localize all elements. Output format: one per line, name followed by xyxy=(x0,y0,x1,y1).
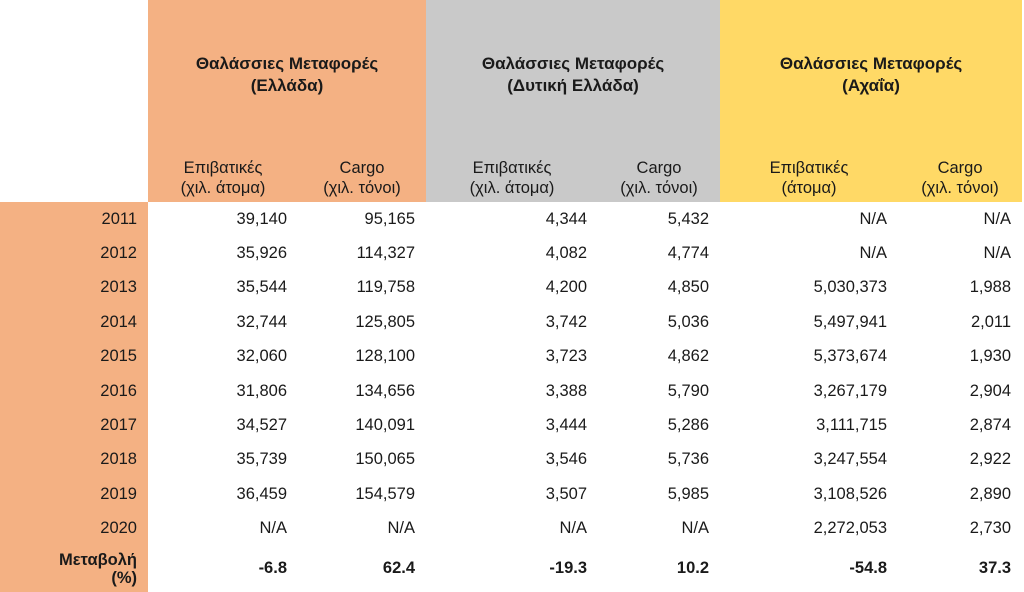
achaia-cargo-cell: 1,930 xyxy=(969,347,1012,366)
achaia-passengers-cell: 5,373,674 xyxy=(813,347,888,366)
west-passengers-cell: 3,723 xyxy=(545,347,588,366)
table-row xyxy=(0,271,1022,305)
year-cell: 2017 xyxy=(0,408,148,442)
group-header-row xyxy=(0,0,1022,150)
west-passengers-cell: 3,507 xyxy=(545,484,588,503)
year-cell: 2016 xyxy=(0,374,148,408)
year-cell: 2020 xyxy=(0,512,148,546)
table-row xyxy=(0,374,1022,408)
achaia-cargo-cell: N/A xyxy=(983,209,1012,228)
achaia-passengers-cell: 3,247,554 xyxy=(813,450,888,469)
greece-cargo-cell: 154,579 xyxy=(355,484,416,503)
greece-passengers-cell: 31,806 xyxy=(236,381,287,400)
west-passengers-line2: (χιλ. άτομα) xyxy=(469,179,555,197)
greece-cargo-header xyxy=(298,150,426,202)
table-row xyxy=(0,305,1022,339)
achaia-cargo-cell: 1,988 xyxy=(969,278,1012,297)
greece-cargo-change-cell: 62.4 xyxy=(382,559,416,578)
greece-title-line2: (Ελλάδα) xyxy=(250,76,324,95)
west-cargo-cell: 5,736 xyxy=(667,450,710,469)
greece-passengers-line2: (χιλ. άτομα) xyxy=(180,179,266,197)
west-greece-group-header xyxy=(426,0,720,150)
greece-cargo-cell: 95,165 xyxy=(364,209,416,228)
west-cargo-header xyxy=(598,150,720,202)
change-label xyxy=(0,546,148,592)
greece-cargo-cell: 114,327 xyxy=(356,244,416,263)
change-row xyxy=(0,546,1022,592)
table-row xyxy=(0,512,1022,546)
achaia-passengers-cell: 3,108,526 xyxy=(813,484,888,503)
greece-cargo-cell: 134,656 xyxy=(355,381,416,400)
table-row xyxy=(0,443,1022,477)
achaia-cargo-cell: 2,922 xyxy=(969,450,1012,469)
greece-title-line1: Θαλάσσιες Μεταφορές xyxy=(195,54,379,73)
west-passengers-cell: 3,444 xyxy=(545,416,588,435)
achaia-cargo-cell: 2,904 xyxy=(969,381,1012,400)
achaia-passengers-header xyxy=(720,150,898,202)
achaia-cargo-line2: (χιλ. τόνοι) xyxy=(921,179,999,197)
achaia-title-line1: Θαλάσσιες Μεταφορές xyxy=(779,54,963,73)
achaia-cargo-cell: 2,011 xyxy=(970,312,1012,331)
west-cargo-line1: Cargo xyxy=(636,159,682,177)
west-passengers-cell: 3,742 xyxy=(545,312,588,331)
west-cargo-cell: 5,790 xyxy=(667,381,710,400)
west-cargo-cell: 4,862 xyxy=(667,347,710,366)
greece-passengers-cell: 36,459 xyxy=(236,484,287,503)
west-passengers-cell: 3,388 xyxy=(545,381,588,400)
greece-passengers-cell: 35,926 xyxy=(236,244,287,263)
greece-passengers-cell: N/A xyxy=(259,519,287,538)
west-passengers-cell: 4,344 xyxy=(545,209,588,228)
greece-cargo-line1: Cargo xyxy=(339,159,385,177)
greece-passengers-cell: 32,744 xyxy=(236,312,287,331)
greece-passengers-change-cell: -6.8 xyxy=(258,559,287,578)
west-passengers-cell: 4,082 xyxy=(545,244,588,263)
greece-cargo-cell: 128,100 xyxy=(355,347,416,366)
table-row xyxy=(0,236,1022,270)
greece-passengers-cell: 34,527 xyxy=(236,416,287,435)
west-cargo-line2: (χιλ. τόνοι) xyxy=(620,179,698,197)
west-cargo-cell: 5,286 xyxy=(667,416,710,435)
west-greece-title-line1: Θαλάσσιες Μεταφορές xyxy=(481,54,665,73)
corner-cell-2 xyxy=(0,150,148,202)
achaia-group-header xyxy=(720,0,1022,150)
west-cargo-change-cell: 10.2 xyxy=(676,559,710,578)
table-row xyxy=(0,340,1022,374)
greece-passengers-line1: Επιβατικές xyxy=(183,159,263,177)
greece-cargo-cell: 119,758 xyxy=(356,278,416,297)
west-cargo-cell: 5,432 xyxy=(667,209,710,228)
west-passengers-cell: N/A xyxy=(559,519,588,538)
year-cell: 2015 xyxy=(0,340,148,374)
west-passengers-cell: 4,200 xyxy=(545,278,588,297)
year-cell: 2013 xyxy=(0,271,148,305)
achaia-passengers-cell: 5,497,941 xyxy=(813,312,888,331)
achaia-passengers-cell: 5,030,373 xyxy=(813,278,888,297)
west-passengers-change-cell: -19.3 xyxy=(549,559,588,578)
achaia-passengers-cell: 3,267,179 xyxy=(813,381,888,400)
change-label-line1: Μεταβολή xyxy=(58,550,137,569)
table-row xyxy=(0,477,1022,511)
west-cargo-cell: 5,036 xyxy=(667,312,710,331)
greece-cargo-cell: 140,091 xyxy=(355,416,416,435)
west-greece-title-line2: (Δυτική Ελλάδα) xyxy=(507,76,639,95)
table-row xyxy=(0,202,1022,236)
greece-passengers-cell: 35,739 xyxy=(236,450,287,469)
achaia-passengers-change-cell: -54.8 xyxy=(849,559,888,578)
west-cargo-cell: 4,774 xyxy=(667,244,710,263)
greece-cargo-cell: 125,805 xyxy=(355,312,416,331)
west-passengers-cell: 3,546 xyxy=(545,450,588,469)
west-passengers-line1: Επιβατικές xyxy=(472,159,552,177)
achaia-passengers-cell: 3,111,715 xyxy=(816,416,888,435)
achaia-passengers-line1: Επιβατικές xyxy=(769,159,849,177)
achaia-passengers-cell: N/A xyxy=(859,209,888,228)
achaia-cargo-cell: 2,874 xyxy=(969,416,1012,435)
west-passengers-header xyxy=(426,150,598,202)
greece-cargo-cell: N/A xyxy=(387,519,416,538)
greece-passengers-cell: 35,544 xyxy=(236,278,287,297)
table-row xyxy=(0,408,1022,442)
change-label-line2: (%) xyxy=(111,568,137,587)
year-cell: 2018 xyxy=(0,443,148,477)
greece-group-header xyxy=(148,0,426,150)
year-cell: 2011 xyxy=(0,202,148,236)
year-cell: 2019 xyxy=(0,477,148,511)
achaia-title-line2: (Αχαΐα) xyxy=(842,76,900,95)
year-cell: 2014 xyxy=(0,305,148,339)
west-cargo-cell: 4,850 xyxy=(667,278,710,297)
west-cargo-cell: N/A xyxy=(681,519,710,538)
achaia-cargo-line1: Cargo xyxy=(937,159,983,177)
greece-cargo-cell: 150,065 xyxy=(355,450,416,469)
west-cargo-cell: 5,985 xyxy=(667,484,710,503)
achaia-cargo-header xyxy=(898,150,1022,202)
greece-passengers-header xyxy=(148,150,298,202)
greece-passengers-cell: 32,060 xyxy=(236,347,287,366)
achaia-passengers-line2: (άτομα) xyxy=(781,179,837,197)
achaia-passengers-cell: 2,272,053 xyxy=(813,519,888,538)
achaia-cargo-change-cell: 37.3 xyxy=(978,559,1012,578)
achaia-cargo-cell: N/A xyxy=(983,244,1012,263)
corner-cell xyxy=(0,0,148,150)
achaia-cargo-cell: 2,730 xyxy=(969,519,1012,538)
achaia-passengers-cell: N/A xyxy=(859,244,888,263)
subheader-row xyxy=(0,150,1022,202)
greece-cargo-line2: (χιλ. τόνοι) xyxy=(323,179,401,197)
greece-passengers-cell: 39,140 xyxy=(236,209,287,228)
year-cell: 2012 xyxy=(0,236,148,270)
achaia-cargo-cell: 2,890 xyxy=(969,484,1012,503)
